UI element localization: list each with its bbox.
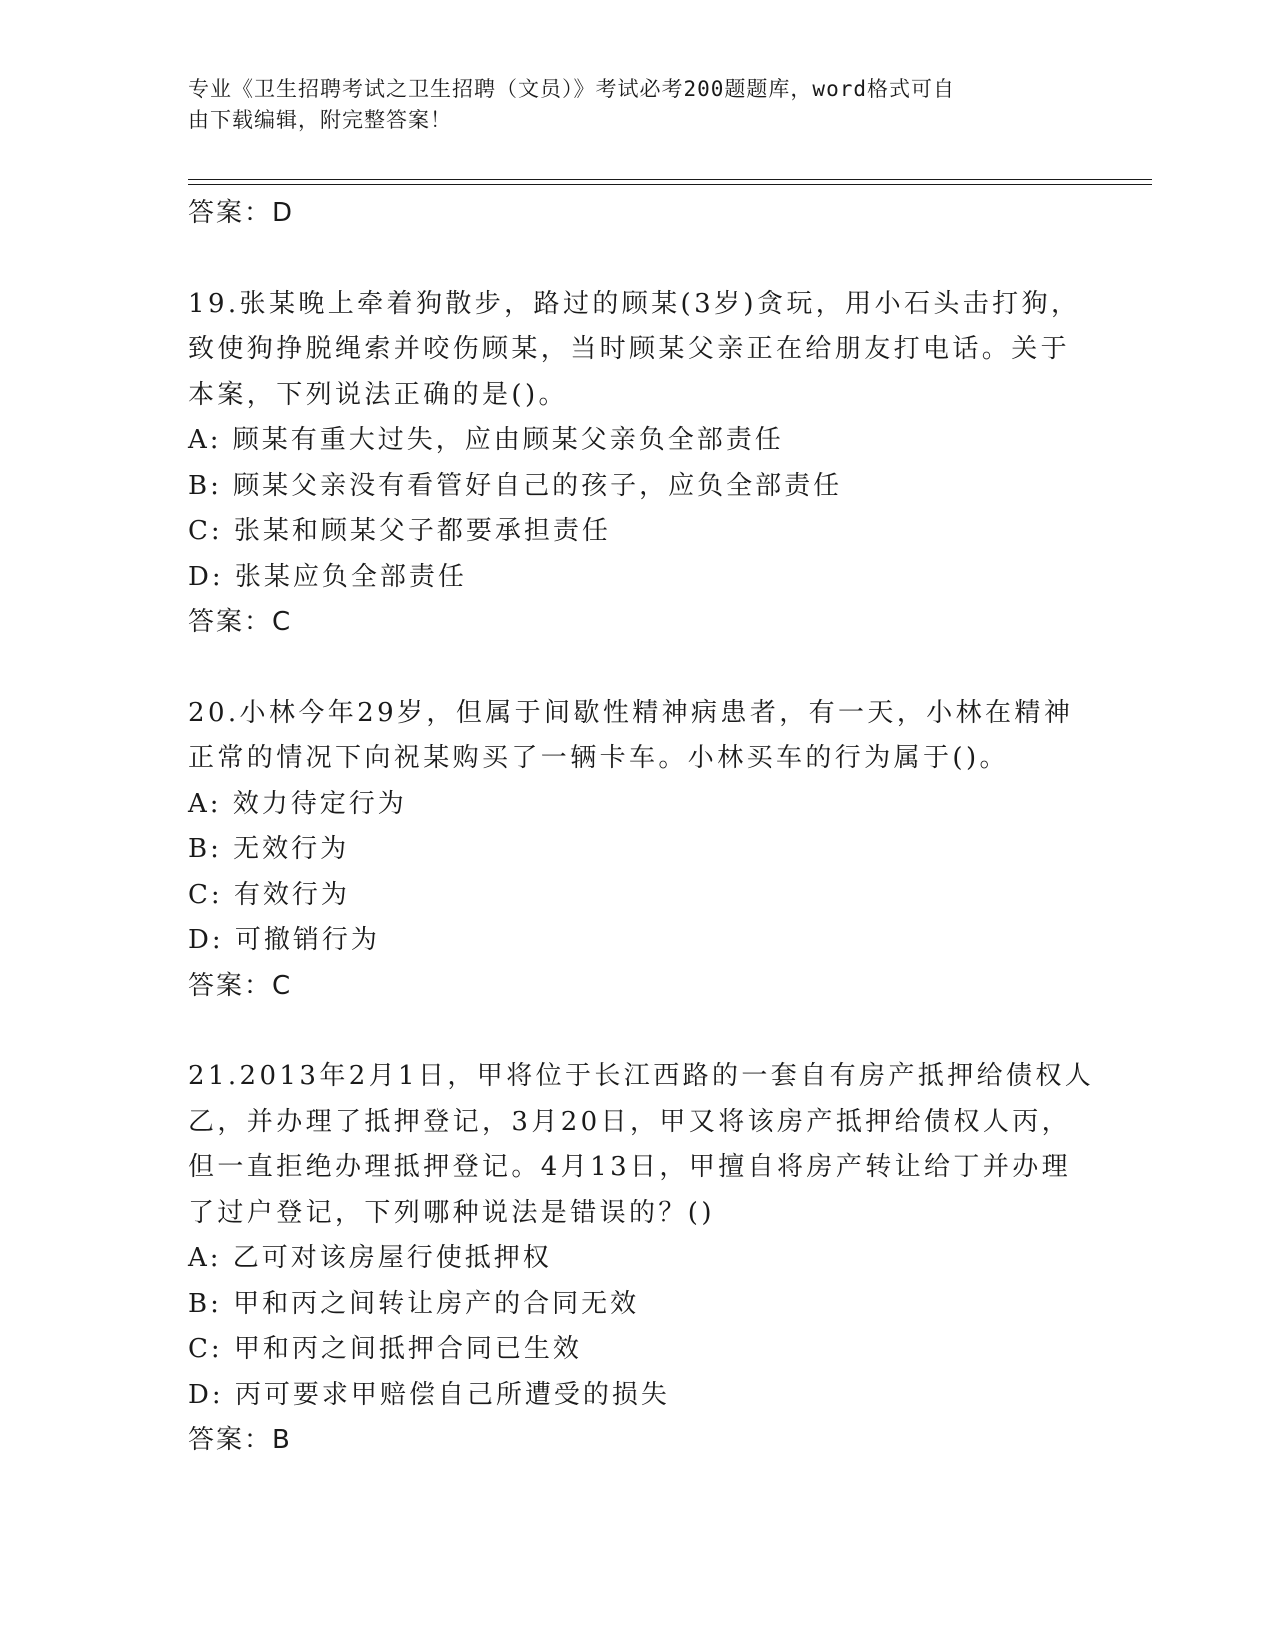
question-21 [188, 1054, 1095, 1464]
question-20-line-1: 20.小林今年29岁，但属于间歇性精神病患者，有一天，小林在精神 [188, 697, 1074, 728]
question-19-line-1: 19.张某晚上牵着狗散步，路过的顾某(3岁)贪玩，用小石头击打狗， [188, 288, 1081, 319]
question-21-option-d: D: 丙可要求甲赔偿自己所遭受的损失 [188, 1379, 670, 1410]
question-21-answer: 答案：B [188, 1425, 292, 1455]
header-divider-bottom [188, 184, 1152, 185]
question-21-stem [188, 1054, 1095, 1236]
question-19-option-b: B: 顾某父亲没有看管好自己的孩子，应负全部责任 [188, 470, 843, 501]
question-21-line-4: 了过户登记，下列哪种说法是错误的？() [188, 1197, 715, 1228]
question-20 [188, 691, 1088, 1010]
question-20-stem [188, 691, 1088, 782]
spacer [188, 646, 1088, 691]
question-21-option-a: A: 乙可对该房屋行使抵押权 [188, 1243, 552, 1273]
question-19-line-3: 本案，下列说法正确的是()。 [188, 379, 568, 410]
question-19-option-c: C: 张某和顾某父子都要承担责任 [188, 516, 611, 546]
question-20-option-a: A: 效力待定行为 [188, 788, 407, 819]
question-21-line-3: 但一直拒绝办理抵押登记。4月13日，甲擅自将房产转让给丁并办理 [188, 1152, 1072, 1182]
question-20-line-2: 正常的情况下向祝某购买了一辆卡车。小林买车的行为属于()。 [188, 743, 1009, 773]
question-19-option-d: D: 张某应负全部责任 [188, 561, 467, 592]
question-21-option-c: C: 甲和丙之间抵押合同已生效 [188, 1334, 582, 1364]
question-19-line-2: 致使狗挣脱绳索并咬伤顾某，当时顾某父亲正在给朋友打电话。关于 [188, 334, 1071, 364]
question-19-option-a: A: 顾某有重大过失，应由顾某父亲负全部责任 [188, 425, 784, 455]
question-20-answer: 答案：C [188, 970, 293, 1001]
question-20-option-d: D: 可撤销行为 [188, 925, 380, 955]
question-19 [188, 282, 1088, 646]
question-21-option-b: B: 甲和丙之间转让房产的合同无效 [188, 1288, 640, 1319]
spacer [188, 237, 1088, 282]
header-line-2: 由下载编辑，附完整答案！ [188, 108, 452, 132]
document-header [188, 74, 1068, 136]
question-20-option-b: B: 无效行为 [188, 834, 350, 864]
question-21-line-2: 乙，并办理了抵押登记，3月20日，甲又将该房产抵押给债权人丙， [188, 1106, 1072, 1137]
answer-previous: 答案：D [188, 198, 295, 228]
question-21-line-1: 21.2013年2月1日，甲将位于长江西路的一套自有房产抵押给债权人 [188, 1061, 1095, 1091]
question-19-stem [188, 282, 1088, 419]
spacer [188, 1009, 1088, 1054]
question-20-option-c: C: 有效行为 [188, 879, 350, 910]
question-19-answer: 答案：C [188, 607, 293, 637]
header-line-1: 专业《卫生招聘考试之卫生招聘（文员）》考试必考200题题库，word格式可自 [188, 77, 955, 101]
document-body [188, 191, 1095, 1464]
header-divider-top [188, 179, 1152, 180]
